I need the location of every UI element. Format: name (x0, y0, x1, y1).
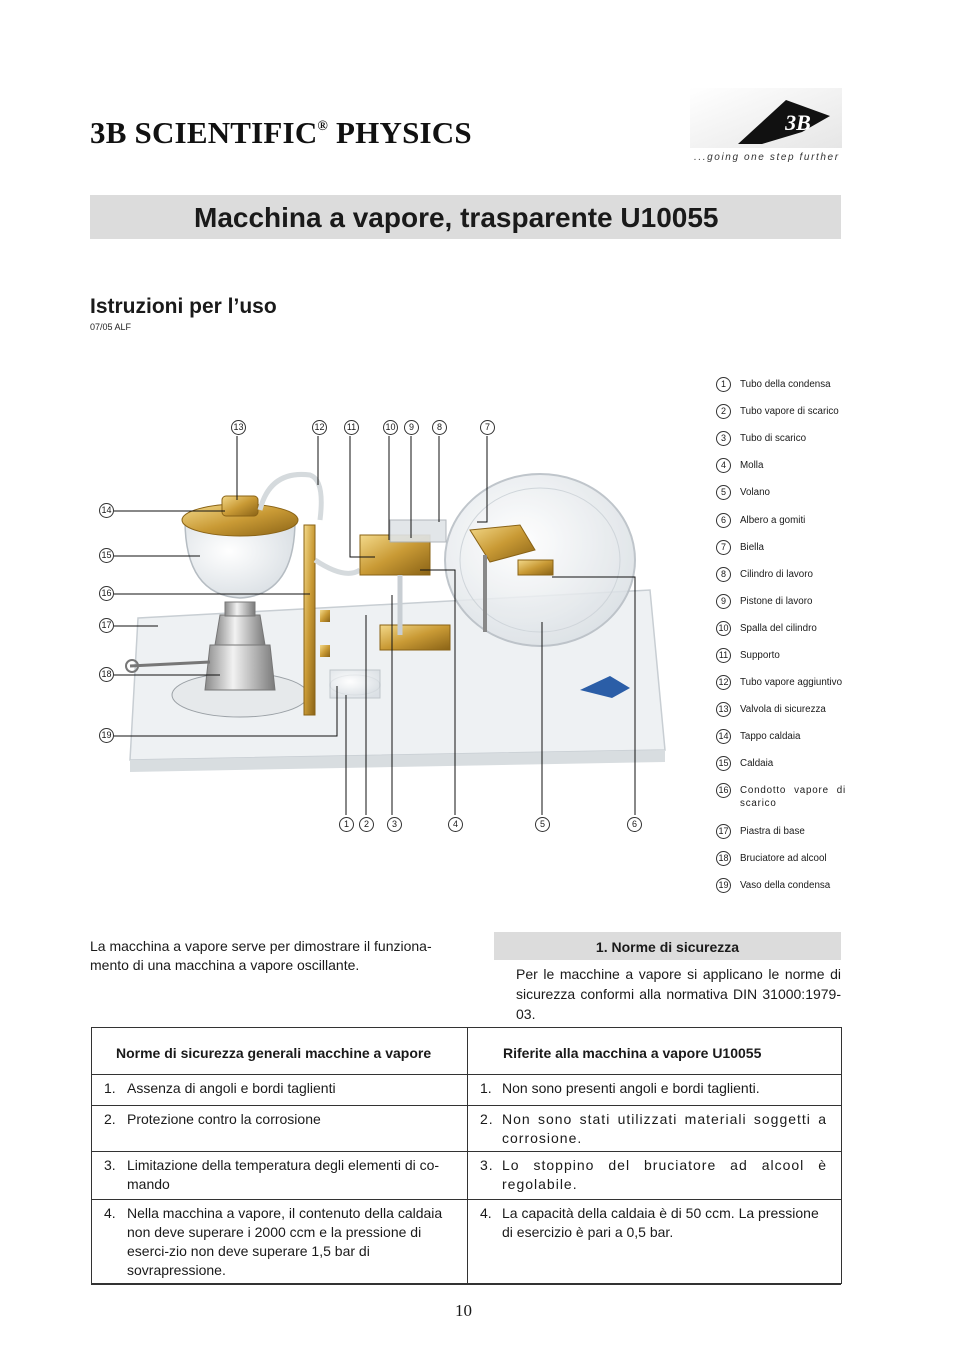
title-bar (90, 195, 841, 239)
legend-label: Tubo vapore aggiuntivo (740, 677, 843, 688)
cell-text: Non sono presenti angoli e bordi taglienti. (502, 1080, 760, 1096)
cell-text: Assenza di angoli e bordi taglienti (127, 1080, 336, 1096)
legend-label: Caldaia (740, 758, 774, 769)
cell-text: Non sono stati utilizzati materiali soggetti a corrosione. (502, 1111, 827, 1146)
legend-item (716, 703, 846, 716)
legend-number: 1 (716, 377, 731, 392)
steam-engine-illustration (90, 370, 670, 850)
legend-label: Tubo di scarico (740, 433, 807, 444)
table-row (92, 1152, 842, 1200)
safety-text: Per le macchine a vapore si applicano le norme di sicurezza conformi alla normativa DIN 31000:1979-03. (516, 966, 841, 1022)
legend-number: 2 (716, 404, 731, 419)
legend-number: 19 (716, 878, 731, 893)
legend-label: Supporto (740, 650, 780, 661)
legend-label: Bruciatore ad alcool (740, 853, 827, 864)
legend-item (716, 784, 846, 810)
table-cell (468, 1200, 842, 1284)
table-cell (468, 1106, 842, 1152)
callout-16: 16 (99, 586, 114, 601)
callout-1: 1 (339, 817, 354, 832)
callout-2: 2 (359, 817, 374, 832)
legend-item (716, 432, 846, 445)
legend-label: Spalla del cilindro (740, 623, 817, 634)
legend-item (716, 730, 846, 743)
brand-suffix: PHYSICS (336, 115, 472, 150)
row-number: 2. (480, 1111, 494, 1127)
legend-number: 13 (716, 702, 731, 717)
intro-paragraph: La macchina a vapore serve per dimostrare il funziona-mento di una macchina a vapore oscillante. (90, 938, 432, 973)
legend-label: Pistone di lavoro (740, 596, 813, 607)
callout-15: 15 (99, 548, 114, 563)
legend-number: 9 (716, 594, 731, 609)
legend-label: Tappo caldaia (740, 731, 801, 742)
callout-9: 9 (404, 420, 419, 435)
brand-name: 3B SCIENTIFIC (90, 115, 318, 150)
table-header-specific: Riferite alla macchina a vapore U10055 (468, 1028, 842, 1075)
legend-item (716, 622, 846, 635)
cell-text: Protezione contro la corrosione (127, 1111, 321, 1127)
row-number: 1. (480, 1080, 492, 1096)
legend-label: Condotto vapore di scarico (740, 785, 846, 809)
legend-number: 18 (716, 851, 731, 866)
legend-item (716, 649, 846, 662)
legend-label: Cilindro di lavoro (740, 569, 813, 580)
row-number: 3. (104, 1157, 116, 1173)
svg-text:3B: 3B (785, 110, 811, 135)
callout-6: 6 (627, 817, 642, 832)
legend-label: Molla (740, 460, 764, 471)
table-cell (92, 1200, 468, 1284)
cell-text: Nella macchina a vapore, il contenuto della caldaia non deve superare i 2000 ccm e la pressione di eserci-zio non deve superare 1,5 bar di sovrapressione. (127, 1205, 443, 1278)
callout-13: 13 (231, 420, 246, 435)
table-cell (92, 1106, 468, 1152)
legend-number: 3 (716, 431, 731, 446)
tagline: ...going one step further (694, 152, 840, 163)
legend-number: 5 (716, 485, 731, 500)
table-row (92, 1200, 842, 1284)
table-cell (468, 1075, 842, 1106)
legend-number: 10 (716, 621, 731, 636)
legend-number: 4 (716, 458, 731, 473)
legend-number: 11 (716, 648, 731, 663)
footer-divider (91, 1284, 841, 1285)
legend-number: 15 (716, 756, 731, 771)
legend-number: 6 (716, 513, 731, 528)
registered-mark: ® (317, 119, 329, 134)
row-number: 4. (104, 1205, 116, 1221)
callout-11: 11 (344, 420, 359, 435)
safety-norms-table (91, 1027, 842, 1284)
document-code: 07/05 ALF (90, 322, 132, 332)
legend-item (716, 879, 846, 892)
legend-item (716, 514, 846, 527)
legend-number: 17 (716, 824, 731, 839)
legend-item (716, 757, 846, 770)
brand-title (90, 115, 472, 151)
callout-19: 19 (99, 728, 114, 743)
legend-item (716, 378, 846, 391)
legend-number: 14 (716, 729, 731, 744)
legend-label: Piastra di base (740, 826, 805, 837)
callout-3: 3 (387, 817, 402, 832)
legend-item (716, 825, 846, 838)
cell-text: La capacità della caldaia è di 50 ccm. La pressione di esercizio è pari a 0,5 bar. (502, 1205, 819, 1240)
table-cell (468, 1152, 842, 1200)
legend-label: Valvola di sicurezza (740, 704, 826, 715)
table-header-general: Norme di sicurezza generali macchine a vapore (92, 1028, 468, 1075)
table-cell (92, 1075, 468, 1106)
callout-5: 5 (535, 817, 550, 832)
legend-label: Tubo vapore di scarico (740, 406, 839, 417)
steam-engine-figure (90, 370, 670, 850)
row-number: 4. (480, 1205, 492, 1221)
table-header-row (92, 1028, 842, 1075)
legend-label: Biella (740, 542, 764, 553)
section-heading: Istruzioni per l’uso (90, 295, 277, 318)
row-number: 3. (480, 1157, 494, 1173)
legend-item (716, 676, 846, 689)
cell-text: Limitazione della temperatura degli elementi di co-mando (127, 1157, 440, 1192)
legend-label: Albero a gomiti (740, 515, 806, 526)
legend-number: 12 (716, 675, 731, 690)
legend-item (716, 852, 846, 865)
legend-number: 8 (716, 567, 731, 582)
callout-8: 8 (432, 420, 447, 435)
page-number: 10 (455, 1301, 472, 1320)
document-title: Macchina a vapore, trasparente U10055 (194, 202, 719, 233)
table-row (92, 1106, 842, 1152)
callout-12: 12 (312, 420, 327, 435)
table-cell (92, 1152, 468, 1200)
legend-item (716, 405, 846, 418)
safety-heading: 1. Norme di sicurezza (494, 932, 841, 960)
legend-item (716, 568, 846, 581)
legend-item (716, 486, 846, 499)
legend-item (716, 459, 846, 472)
cell-text: Lo stoppino del bruciatore ad alcool è regolabile. (502, 1157, 827, 1192)
legend-item (716, 595, 846, 608)
callout-7: 7 (480, 420, 495, 435)
legend-label: Volano (740, 487, 770, 498)
row-number: 2. (104, 1111, 116, 1127)
callout-17: 17 (99, 618, 114, 633)
callout-14: 14 (99, 503, 114, 518)
row-number: 1. (104, 1080, 116, 1096)
legend-number: 16 (716, 783, 731, 798)
table-row (92, 1075, 842, 1106)
legend-item (716, 541, 846, 554)
legend-label: Tubo della condensa (740, 379, 831, 390)
legend-number: 7 (716, 540, 731, 555)
legend-label: Vaso della condensa (740, 880, 831, 891)
callout-4: 4 (448, 817, 463, 832)
callout-10: 10 (383, 420, 398, 435)
callout-18: 18 (99, 667, 114, 682)
